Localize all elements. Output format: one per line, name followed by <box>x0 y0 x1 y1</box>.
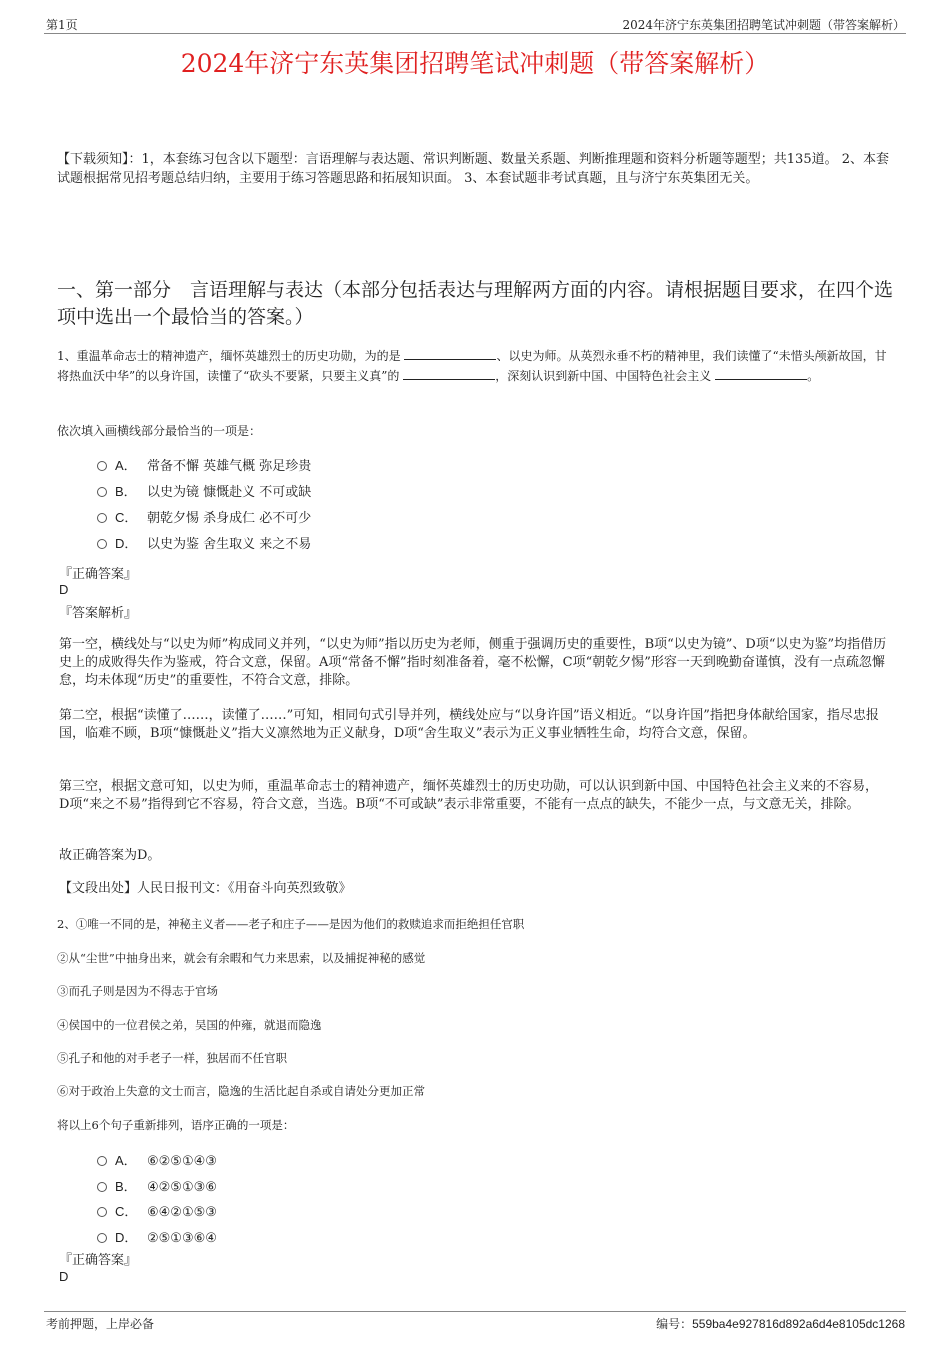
footer-slogan: 考前押题，上岸必备 <box>46 1317 155 1331</box>
q1-stem-part-4: 。 <box>807 369 820 383</box>
analysis-paragraph-1: 第一空，横线处与“以史为师”构成同义并列，“以史为师”指以历史为老师，侧重于强调历史的重要性，B项“以史为镜”、D项“以史为鉴”均指借历史上的成败得失作为鉴戒，符合文意，保留。A项“常备不懈”指时刻准备着，毫不松懈，C项“朝乾夕惕”形容一天到晚勤奋谨慎，没有一点疏忽懈怠，均未体现“历史”的重要性，不符合文意，排除。 <box>59 637 887 688</box>
answer-value: D <box>59 1269 69 1284</box>
answer-label: 『正确答案』 <box>59 567 138 582</box>
q1-option-b[interactable]: B． 以史为镜 慷慨赴义 不可或缺 <box>97 483 311 502</box>
question-1-stem <box>57 346 897 386</box>
analysis-label: 『答案解析』 <box>59 606 138 621</box>
footer-divider <box>44 1311 906 1312</box>
section-title: 一、第一部分 言语理解与表达（本部分包括表达与理解两方面的内容。请根据题目要求，在四个选项中选出一个最恰当的答案。） <box>57 279 894 328</box>
question-2-line-1: 2、①唯一不同的是，神秘主义者——老子和庄子——是因为他们的救赎追求而拒绝担任官职 <box>57 917 525 931</box>
q2-option-b[interactable]: B． ④②⑤①③⑥ <box>97 1178 217 1197</box>
fill-blank-3 <box>715 367 807 380</box>
document-code: 编号：559ba4e927816d892a6d4e8105dc1268 <box>656 1317 905 1331</box>
fill-blank-2 <box>403 367 495 380</box>
radio-icon[interactable] <box>97 1233 107 1243</box>
download-notice: 【下载须知】：1，本套练习包含以下题型：言语理解与表达题、常识判断题、数量关系题、判断推理题和资料分析题等题型；共135道。 2、本套试题根据常见招考题总结归纳，主要用于练习答题思路和拓展知识面。 3、本套试题非考试真题，且与济宁东英集团无关。 <box>57 152 889 186</box>
analysis-paragraph-2: 第二空，根据“读懂了……，读懂了……”可知，相同句式引导并列，横线处应与“以身许国”语义相近。“以身许国”指把身体献给国家，指尽忠报国，临难不顾，B项“慷慨赴义”指大义凛然地为正义献身，D项“舍生取义”表示为正义事业牺牲生命，均符合文意，保留。 <box>59 708 879 741</box>
analysis-conclusion: 故正确答案为D。 <box>59 848 161 863</box>
radio-icon[interactable] <box>97 539 107 549</box>
radio-icon[interactable] <box>97 461 107 471</box>
radio-icon[interactable] <box>97 1156 107 1166</box>
radio-icon[interactable] <box>97 487 107 497</box>
radio-icon[interactable] <box>97 513 107 523</box>
answer-value: D <box>59 582 69 597</box>
fill-blank-1 <box>404 347 496 360</box>
q1-option-c[interactable]: C． 朝乾夕惕 杀身成仁 必不可少 <box>97 509 311 528</box>
question-2-line-4: ④侯国中的一位君侯之弟，吴国的仲雍，就退而隐逸 <box>57 1018 322 1032</box>
q2-option-c[interactable]: C． ⑥④②①⑤③ <box>97 1203 217 1222</box>
q2-option-a[interactable]: A． ⑥②⑤①④③ <box>97 1152 217 1171</box>
running-title: 2024年济宁东英集团招聘笔试冲刺题（带答案解析） <box>622 18 905 32</box>
page-number: 第1页 <box>46 18 78 32</box>
answer-label: 『正确答案』 <box>59 1253 138 1268</box>
question-2-line-6: ⑥对于政治上失意的文士而言，隐逸的生活比起自杀或自请处分更加正常 <box>57 1084 425 1098</box>
question-2-line-2: ②从“尘世”中抽身出来，就会有余暇和气力来思索，以及捕捉神秘的感觉 <box>57 951 426 965</box>
analysis-paragraph-3: 第三空，根据文意可知，以史为师，重温革命志士的精神遗产，缅怀英雄烈士的历史功勋，可以认识到新中国、中国特色社会主义来的不容易，D项“来之不易”指得到它不容易，符合文意，当选。B项“不可或缺”表示非常重要，不能有一点点的缺失，不能少一点，与文意无关，排除。 <box>59 779 879 812</box>
q1-option-a[interactable]: A． 常备不懈 英雄气概 弥足珍贵 <box>97 457 311 476</box>
q1-stem-part-1: 1、重温革命志士的精神遗产，缅怀英雄烈士的历史功勋，为的是 <box>57 349 405 363</box>
q1-stem-part-2: 、以史为师。从英烈永垂不朽的精神里，我们读懂了“未惜头颅新故国，甘将热血沃中华”的以身许国，读懂了“砍头不要紧，只要主义真”的 <box>57 349 887 383</box>
radio-icon[interactable] <box>97 1182 107 1192</box>
question-2-prompt: 将以上6个句子重新排列，语序正确的一项是： <box>57 1118 295 1132</box>
page-title: 2024年济宁东英集团招聘笔试冲刺题（带答案解析） <box>180 49 770 78</box>
question-2-line-3: ③而孔子则是因为不得志于官场 <box>57 984 218 998</box>
q1-stem-part-3: ，深刻认识到新中国、中国特色社会主义 <box>495 369 716 383</box>
radio-icon[interactable] <box>97 1207 107 1217</box>
q2-option-d[interactable]: D． ②⑤①③⑥④ <box>97 1229 217 1248</box>
header-divider <box>44 33 906 34</box>
question-1-prompt: 依次填入画横线部分最恰当的一项是： <box>57 424 262 438</box>
q1-option-d[interactable]: D． 以史为鉴 舍生取义 来之不易 <box>97 535 311 554</box>
question-2-line-5: ⑤孔子和他的对手老子一样，独居而不任官职 <box>57 1051 287 1065</box>
passage-source: 【文段出处】人民日报刊文：《用奋斗向英烈致敬》 <box>59 881 352 896</box>
